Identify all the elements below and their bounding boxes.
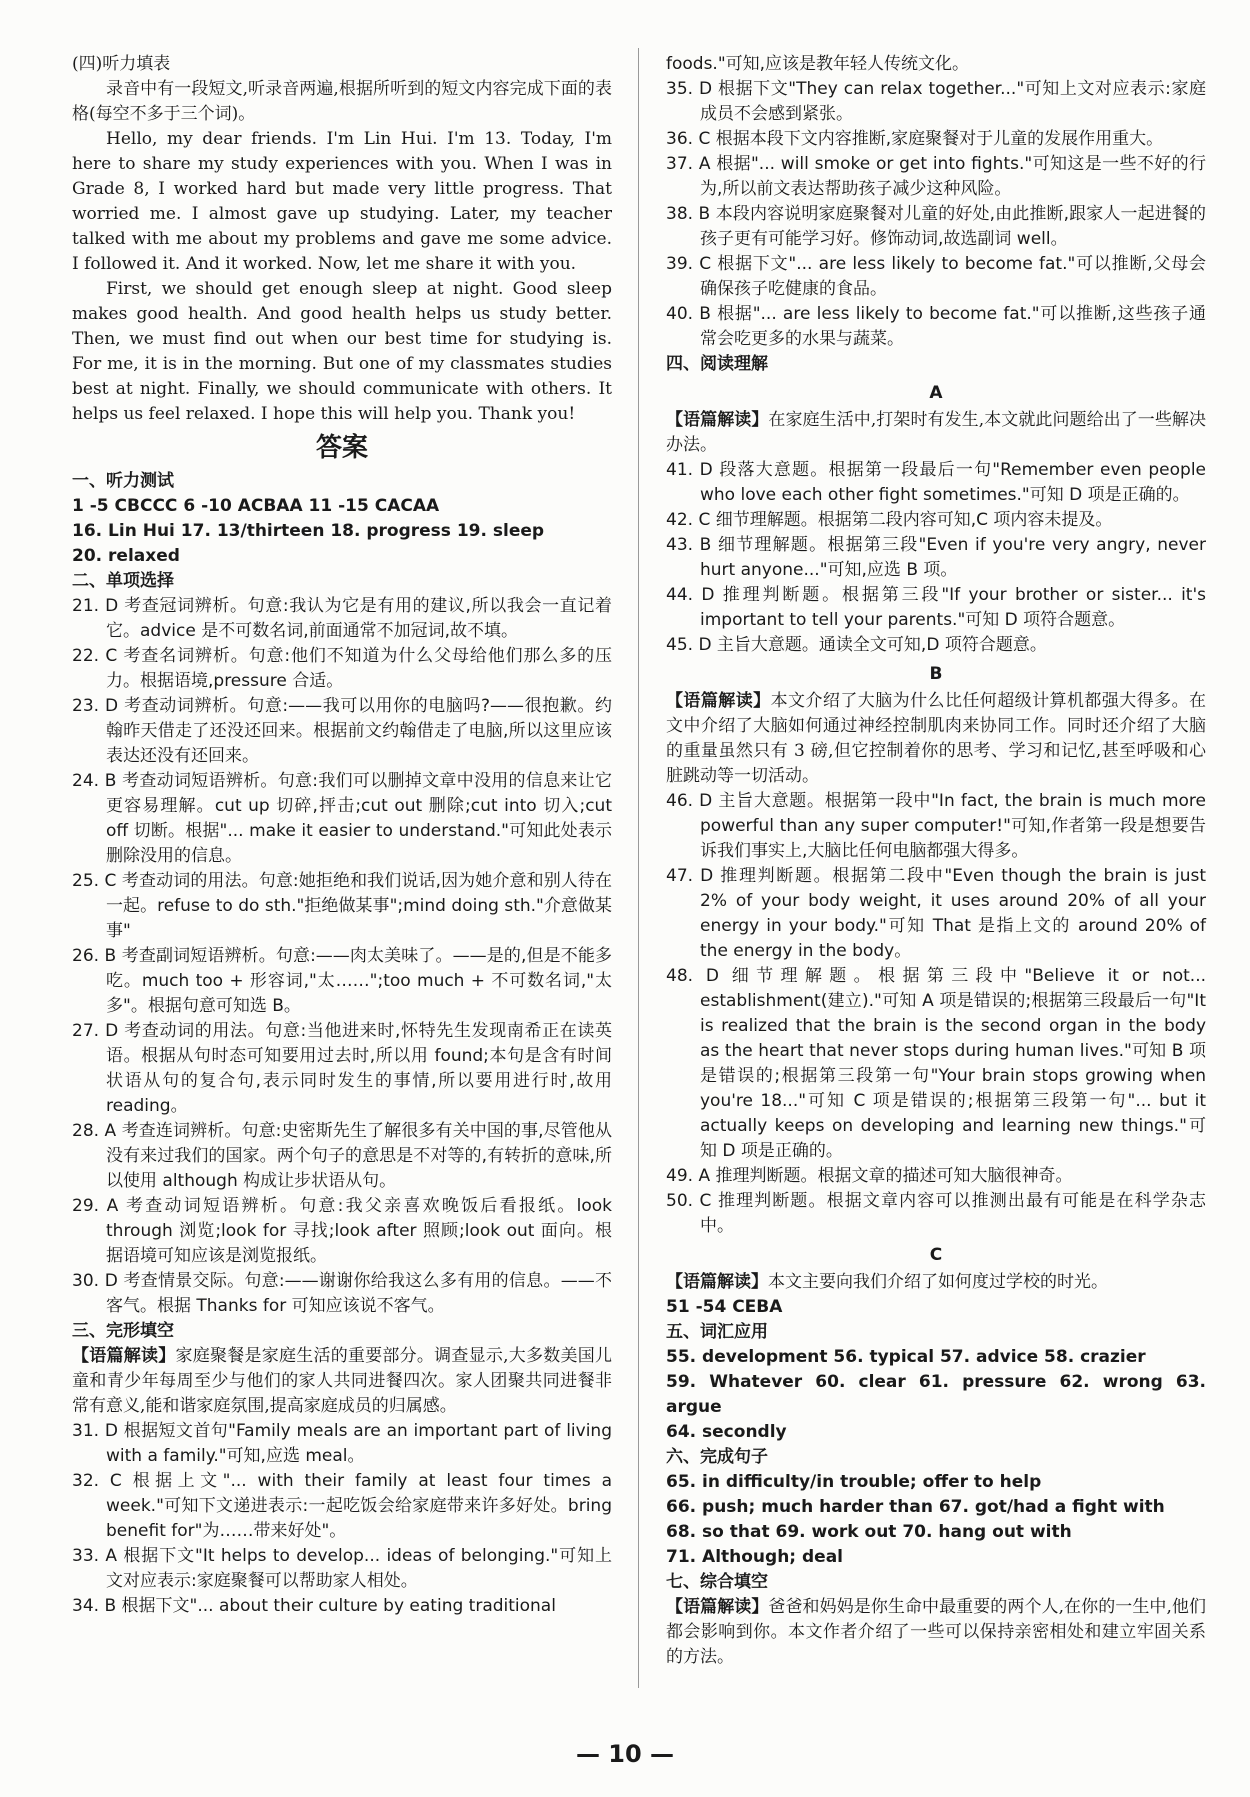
answer-39: 39. C 根据下文"... are less likely to become fat."可以推断,父母会确保孩子吃健康的食品。	[666, 254, 1206, 299]
answer-34: 34. B 根据下文"... about their culture by eating traditional	[72, 1596, 556, 1616]
answer-25: 25. C 考查动词的用法。句意:她拒绝和我们说话,因为她介意和别人待在一起。refuse to do sth."拒绝做某事";mind doing sth."介意做某事"	[72, 871, 612, 941]
answer-34-continued: foods."可知,应该是教年轻人传统文化。	[666, 54, 970, 74]
section-2-title: 二、单项选择	[72, 571, 174, 591]
answer-44: 44. D 推理判断题。根据第三段"If your brother or sister... it's important to tell your parents."可知 D 项符合题意。	[666, 585, 1206, 630]
answer-21: 21. D 考查冠词辨析。句意:我认为它是有用的建议,所以我会一直记着它。advice 是不可数名词,前面通常不加冠词,故不填。	[72, 596, 612, 641]
answer-23: 23. D 考查动词辨析。句意:——我可以用你的电脑吗?——很抱歉。约翰昨天借走了还没还回来。根据前文约翰借走了电脑,所以这里应该表达还没有还回来。	[72, 696, 612, 766]
listen-instruction: 录音中有一段短文,听录音两遍,根据所听到的短文内容完成下面的表格(每空不多于三个词)。	[72, 79, 612, 124]
answer-43: 43. B 细节理解题。根据第三段"Even if you're very angry, never hurt anyone..."可知,应选 B 项。	[666, 535, 1206, 580]
section-4-title: 四、阅读理解	[666, 354, 768, 374]
section-6-answers-line-3: 68. so that 69. work out 70. hang out with	[666, 1522, 1072, 1542]
section-3-title: 三、完形填空	[72, 1321, 174, 1341]
passage-analysis-tag: 【语篇解读】	[666, 410, 769, 430]
part-b-intro	[666, 689, 1206, 789]
section-7-intro-text: 爸爸和妈妈是你生命中最重要的两个人,在你的一生中,他们都会影响到你。本文作者介绍了一些可以保持亲密相处和建立牢固关系的方法。	[666, 1597, 1207, 1667]
section-1-answers-line-1: 1 -5 CBCCC 6 -10 ACBAA 11 -15 CACAA	[72, 496, 440, 516]
answer-29: 29. A 考查动词短语辨析。句意:我父亲喜欢晚饭后看报纸。look through 浏览;look for 寻找;look after 照顾;look out 面向。根据语境可知应该是浏览报纸。	[72, 1196, 612, 1266]
section-6-answers-line-4: 71. Although; deal	[666, 1547, 844, 1567]
section-1-answers-line-3: 20. relaxed	[72, 546, 180, 566]
part-a-intro	[666, 408, 1206, 458]
section-5-answers-line-3: 64. secondly	[666, 1422, 787, 1442]
answer-27: 27. D 考查动词的用法。句意:当他进来时,怀特先生发现南希正在读英语。根据从句时态可知要用过去时,所以用 found;本句是含有时间状语从句的复合句,表示同时发生的事情,所以要用进行时,故用 reading。	[72, 1021, 612, 1116]
section-1-title: 一、听力测试	[72, 471, 174, 491]
answer-title: 答案	[315, 433, 368, 463]
answer-50: 50. C 推理判断题。根据文章内容可以推测出最有可能是在科学杂志中。	[666, 1191, 1206, 1236]
passage-paragraph-2: First, we should get enough sleep at night. Good sleep makes good health. And good health helps us study better. Then, we must find out when our best time for studying is. For me, it is in the morning. But one of my classmates studies best at night. Finally, we should communicate with others. It helps us feel relaxed. I hope this will help you. Thank you!	[72, 279, 612, 424]
part-a-intro-text: 在家庭生活中,打架时有发生,本文就此问题给出了一些解决办法。	[666, 410, 1207, 455]
section-5-title: 五、词汇应用	[666, 1322, 768, 1342]
part-c-intro	[666, 1270, 1206, 1295]
answer-48: 48. D 细节理解题。根据第三段中"Believe it or not... establishment(建立)."可知 A 项是错误的;根据第三段最后一句"It is realized that the brain is the second organ in the body as the heart that never stops during human lives."可知 B 项是错误的;根据第三段第一句"Your brain stops growing when you're 18..."可知 C 项是错误的;根据第三段第一句"... but it actually keeps on developing and learning new things."可知 D 项是正确的。	[666, 966, 1206, 1161]
part-c-heading: C	[929, 1245, 943, 1265]
listen-fill-title: (四)听力填表	[72, 54, 171, 74]
answer-36: 36. C 根据本段下文内容推断,家庭聚餐对于儿童的发展作用重大。	[666, 129, 1164, 149]
column-divider	[638, 48, 639, 1688]
section-3-intro	[72, 1344, 612, 1419]
answer-33: 33. A 根据下文"It helps to develop... ideas of belonging."可知上文对应表示:家庭聚餐可以帮助家人相处。	[72, 1546, 612, 1591]
section-7-intro	[666, 1595, 1206, 1670]
answer-41: 41. D 段落大意题。根据第一段最后一句"Remember even people who love each other fight sometimes."可知 D 项是正确的。	[666, 460, 1206, 505]
answer-28: 28. A 考查连词辨析。句意:史密斯先生了解很多有关中国的事,尽管他从没有来过我们的国家。两个句子的意思是不对等的,有转折的意味,所以使用 although 构成让步状语从句。	[72, 1121, 612, 1191]
answer-46: 46. D 主旨大意题。根据第一段中"In fact, the brain is much more powerful than any super computer!"可知,作者第一段是想要告诉我们事实上,大脑比任何电脑都强大得多。	[666, 791, 1206, 861]
part-b-heading: B	[929, 664, 943, 684]
part-c-intro-text: 本文主要向我们介绍了如何度过学校的时光。	[768, 1272, 1108, 1292]
answer-22: 22. C 考查名词辨析。句意:他们不知道为什么父母给他们那么多的压力。根据语境,pressure 合适。	[72, 646, 612, 691]
section-6-answers-line-2: 66. push; much harder than 67. got/had a fight with	[666, 1497, 1165, 1517]
passage-analysis-tag: 【语篇解读】	[666, 691, 771, 711]
part-b-intro-text: 本文介绍了大脑为什么比任何超级计算机都强大得多。在文中介绍了大脑如何通过神经控制肌肉来协同工作。同时还介绍了大脑的重量虽然只有 3 磅,但它控制着你的思考、学习和记忆,甚至呼吸和心脏跳动等一切活动。	[666, 691, 1207, 786]
answer-31: 31. D 根据短文首句"Family meals are an important part of living with a family."可知,应选 meal。	[72, 1421, 612, 1466]
answer-45: 45. D 主旨大意题。通读全文可知,D 项符合题意。	[666, 635, 1047, 655]
left-column	[72, 52, 612, 1619]
section-5-answers-line-1: 55. development 56. typical 57. advice 58. crazier	[666, 1347, 1146, 1367]
answer-38: 38. B 本段内容说明家庭聚餐对儿童的好处,由此推断,跟家人一起进餐的孩子更有可能学习好。修饰动词,故选副词 well。	[666, 204, 1206, 249]
passage-paragraph-1: Hello, my dear friends. I'm Lin Hui. I'm 13. Today, I'm here to share my study experiences with you. When I was in Grade 8, I worked hard but made very little progress. That worried me. I almost gave up studying. Later, my teacher talked with me about my problems and gave me some advice. I followed it. And it worked. Now, let me share it with you.	[72, 129, 612, 274]
answers-51-54: 51 -54 CEBA	[666, 1297, 783, 1317]
section-7-title: 七、综合填空	[666, 1572, 768, 1592]
answer-40: 40. B 根据"... are less likely to become fat."可以推断,这些孩子通常会吃更多的水果与蔬菜。	[666, 304, 1206, 349]
answer-30: 30. D 考查情景交际。句意:——谢谢你给我这么多有用的信息。——不客气。根据 Thanks for 可知应该说不客气。	[72, 1271, 612, 1316]
section-6-title: 六、完成句子	[666, 1447, 768, 1467]
page-number: — 10 —	[575, 1740, 675, 1768]
answer-35: 35. D 根据下文"They can relax together..."可知上文对应表示:家庭成员不会感到紧张。	[666, 79, 1206, 124]
answer-47: 47. D 推理判断题。根据第二段中"Even though the brain is just 2% of your body weight, it uses around 20% of all your energy in your body."可知 That 是指上文的 around 20% of the energy in the body。	[666, 866, 1206, 961]
section-1-answers-line-2: 16. Lin Hui 17. 13/thirteen 18. progress 19. sleep	[72, 521, 545, 541]
answer-37: 37. A 根据"... will smoke or get into fights."可知这是一些不好的行为,所以前文表达帮助孩子减少这种风险。	[666, 154, 1206, 199]
passage-analysis-tag: 【语篇解读】	[666, 1272, 768, 1292]
section-5-answers-line-2: 59. Whatever 60. clear 61. pressure 62. wrong 63. argue	[666, 1372, 1206, 1417]
answer-32: 32. C 根据上文"... with their family at least four times a week."可知下文递进表示:一起吃饭会给家庭带来许多好处。bring benefit for"为……带来好处"。	[72, 1471, 612, 1541]
answer-49: 49. A 推理判断题。根据文章的描述可知大脑很神奇。	[666, 1166, 1073, 1186]
part-a-heading: A	[929, 383, 943, 403]
passage-analysis-tag: 【语篇解读】	[666, 1597, 769, 1617]
section-6-answers-line-1: 65. in difficulty/in trouble; offer to help	[666, 1472, 1042, 1492]
passage-analysis-tag: 【语篇解读】	[72, 1346, 176, 1366]
section-3-intro-text: 家庭聚餐是家庭生活的重要部分。调查显示,大多数美国儿童和青少年每周至少与他们的家人共同进餐四次。家人团聚共同进餐非常有意义,能和谐家庭氛围,提高家庭成员的归属感。	[72, 1346, 613, 1416]
answer-26: 26. B 考查副词短语辨析。句意:——肉太美味了。——是的,但是不能多吃。much too + 形容词,"太……";too much + 不可数名词,"太多"。根据句意可知选 B。	[72, 946, 612, 1016]
right-column	[666, 52, 1206, 1670]
answer-24: 24. B 考查动词短语辨析。句意:我们可以删掉文章中没用的信息来让它更容易理解。cut up 切碎,抨击;cut out 删除;cut into 切入;cut off 切断。根据"... make it easier to understand."可知此处表示删除没用的信息。	[72, 771, 612, 866]
answer-42: 42. C 细节理解题。根据第二段内容可知,C 项内容未提及。	[666, 510, 1113, 530]
